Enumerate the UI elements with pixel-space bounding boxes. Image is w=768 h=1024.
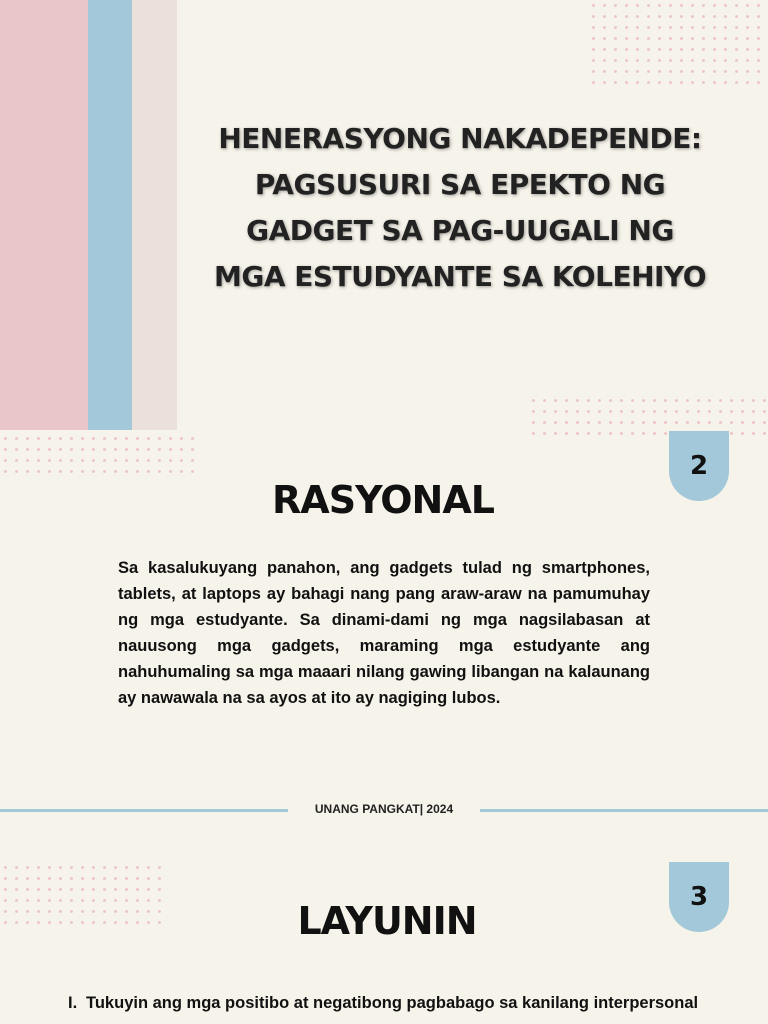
cover-title-line: PAGSUSURI SA EPEKTO NG [254,168,666,201]
list-item [68,990,728,1016]
rasyonal-paragraph: Sa kasalukuyang panahon, ang gadgets tulad ng smartphones, tablets, at laptops ay bahagi nang pang araw-araw na pamumuhay ng mga estudyante. Sa dinami-dami ng mga nagsilabasan at nauusong mga gadgets, maraming mga estudyante ang nahuhumaling sa mga maaari nilang gawing libangan na kalaunang ay nawawala na sa ayos at ito ay nagiging lubos. [118,559,650,707]
list-item-text: Tukuyin ang mga positibo at negatibong pagbabago sa kanilang interpersonal [86,994,699,1012]
section-heading-rasyonal: RASYONAL [272,478,494,522]
cover-title-line: GADGET SA PAG-UUGALI NG [246,214,674,247]
footer-text: UNANG PANGKAT| 2024 [314,802,454,816]
page-number: 2 [689,451,709,481]
decor-stripe-beige [132,0,177,430]
footer-divider-right [480,809,768,812]
decor-dots-mid-left [0,433,200,478]
decor-stripe-blue [88,0,132,430]
page-number: 3 [689,882,709,912]
section-heading-layunin: LAYUNIN [297,899,477,943]
footer-divider-left [0,809,288,812]
objectives-list [68,990,728,1016]
decor-dots-mid-right [528,395,768,435]
cover-title-line: HENERASYONG NAKADEPENDE: [218,122,702,155]
cover-title [210,116,710,300]
list-item-number: I. [68,994,78,1012]
cover-title-line: MGA ESTUDYANTE SA KOLEHIYO [214,260,706,293]
decor-stripe-pink [0,0,88,430]
decor-dots-top-right [588,0,768,90]
